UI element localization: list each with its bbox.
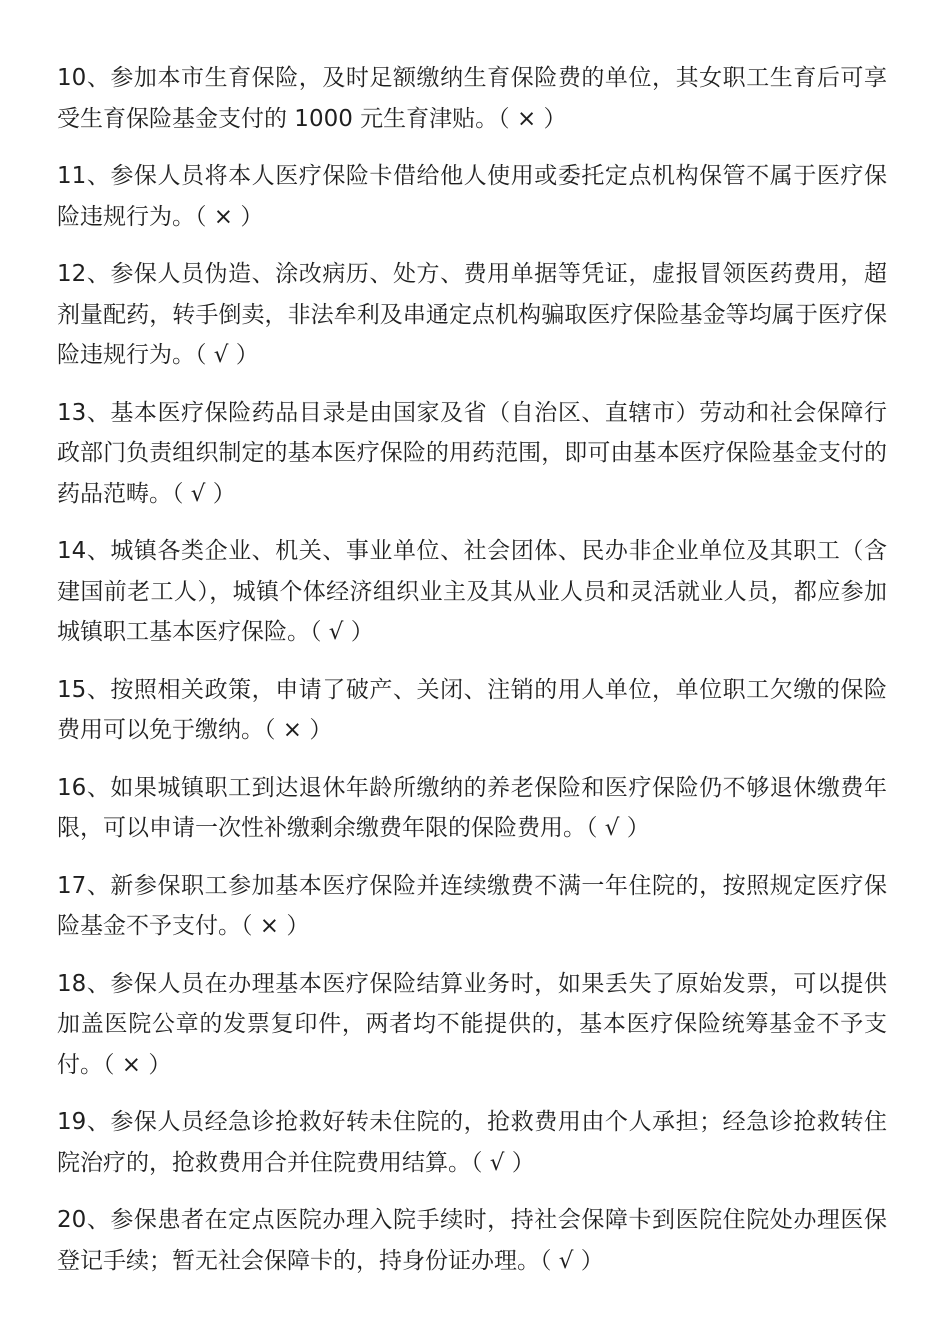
question-11: 11、参保人员将本人医疗保险卡借给他人使用或委托定点机构保管不属于医疗保险违规行为。（ × ） — [57, 163, 887, 230]
question-19: 19、参保人员经急诊抢救好转未住院的，抢救费用由个人承担；经急诊抢救转住院治疗的，抢救费用合并住院费用结算。（ √ ） — [57, 1109, 887, 1176]
question-16: 16、如果城镇职工到达退休年龄所缴纳的养老保险和医疗保险仍不够退休缴费年限，可以申请一次性补缴剩余缴费年限的保险费用。（ √ ） — [57, 774, 887, 841]
question-10: 10、参加本市生育保险，及时足额缴纳生育保险费的单位，其女职工生育后可享受生育保险基金支付的 1000 元生育津贴。（ × ） — [57, 65, 887, 132]
question-18: 18、参保人员在办理基本医疗保险结算业务时，如果丢失了原始发票，可以提供加盖医院公章的发票复印件，两者均不能提供的，基本医疗保险统筹基金不予支付。（ × ） — [57, 970, 887, 1078]
document-page — [57, 58, 887, 1298]
question-17: 17、新参保职工参加基本医疗保险并连续缴费不满一年住院的，按照规定医疗保险基金不予支付。（ × ） — [57, 872, 887, 939]
question-20: 20、参保患者在定点医院办理入院手续时，持社会保障卡到医院住院处办理医保登记手续；暂无社会保障卡的，持身份证办理。（ √ ） — [57, 1207, 887, 1274]
question-12: 12、参保人员伪造、涂改病历、处方、费用单据等凭证，虚报冒领医药费用，超剂量配药，转手倒卖，非法牟利及串通定点机构骗取医疗保险基金等均属于医疗保险违规行为。（ √ ） — [57, 261, 887, 368]
question-13: 13、基本医疗保险药品目录是由国家及省（自治区、直辖市）劳动和社会保障行政部门负责组织制定的基本医疗保险的用药范围，即可由基本医疗保险基金支付的药品范畴。（ √ ） — [57, 399, 887, 507]
question-15: 15、按照相关政策，申请了破产、关闭、注销的用人单位，单位职工欠缴的保险费用可以免于缴纳。（ × ） — [57, 676, 887, 743]
question-14: 14、城镇各类企业、机关、事业单位、社会团体、民办非企业单位及其职工（含建国前老工人），城镇个体经济组织业主及其从业人员和灵活就业人员，都应参加城镇职工基本医疗保险。（ √ ） — [57, 538, 887, 645]
